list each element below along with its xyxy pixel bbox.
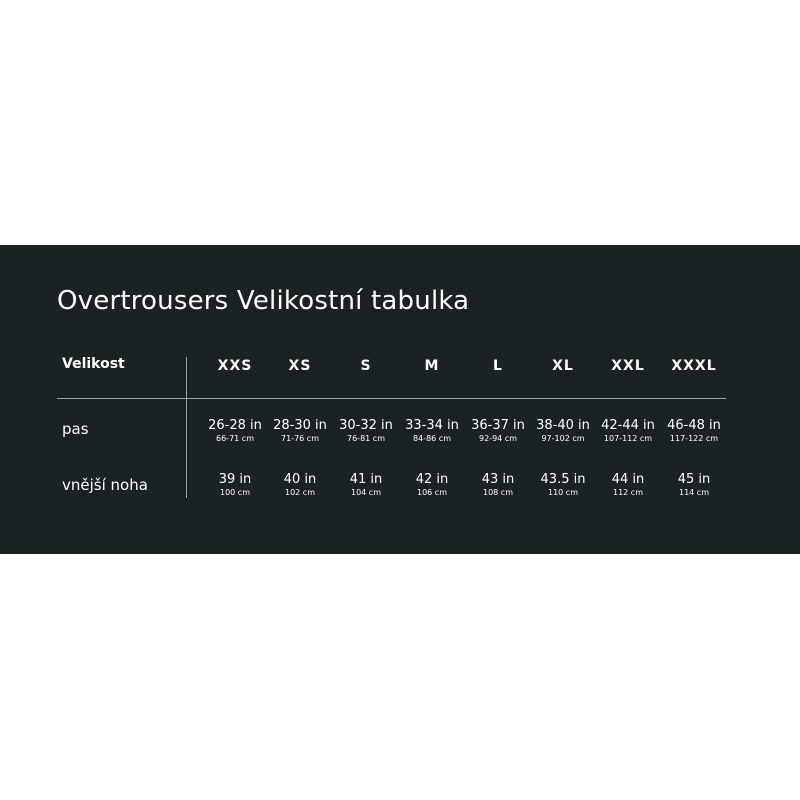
- cell-centimeters: 84-86 cm: [413, 434, 451, 443]
- table-cell: [660, 472, 728, 498]
- table-cell: [594, 472, 662, 498]
- cell-centimeters: 108 cm: [482, 488, 513, 497]
- table-cell: [201, 418, 269, 444]
- cell-inches: 41 in: [349, 472, 383, 487]
- cell-inches: 38-40 in: [536, 418, 590, 433]
- cell-centimeters: 110 cm: [547, 488, 578, 497]
- cell-centimeters: 114 cm: [678, 488, 709, 497]
- table-cell: [398, 472, 466, 498]
- size-header-m: M: [424, 358, 440, 374]
- table-cell: [332, 418, 400, 444]
- cell-centimeters: 112 cm: [612, 488, 643, 497]
- table-cell: [529, 472, 597, 498]
- table-cell: [660, 418, 728, 444]
- cell-inches: 42-44 in: [601, 418, 655, 433]
- cell-inches: 28-30 in: [273, 418, 327, 433]
- table-cell: [266, 418, 334, 444]
- cell-inches: 43 in: [481, 472, 515, 487]
- page-title: Overtrousers Velikostní tabulka: [57, 286, 470, 316]
- table-cell: [529, 418, 597, 444]
- cell-centimeters: 106 cm: [416, 488, 447, 497]
- cell-inches: 40 in: [283, 472, 317, 487]
- cell-centimeters: 66-71 cm: [216, 434, 254, 443]
- cell-centimeters: 107-112 cm: [603, 434, 653, 443]
- cell-inches: 30-32 in: [339, 418, 393, 433]
- horizontal-divider: [57, 398, 726, 399]
- cell-inches: 43.5 in: [540, 472, 586, 487]
- cell-inches: 33-34 in: [405, 418, 459, 433]
- cell-inches: 39 in: [218, 472, 252, 487]
- cell-centimeters: 104 cm: [350, 488, 381, 497]
- table-cell: [398, 418, 466, 444]
- cell-centimeters: 71-76 cm: [281, 434, 319, 443]
- vertical-divider: [186, 357, 187, 498]
- cell-inches: 26-28 in: [208, 418, 262, 433]
- cell-inches: 44 in: [611, 472, 645, 487]
- size-header-s: S: [360, 358, 372, 374]
- size-header-xxl: XXL: [611, 358, 645, 374]
- size-header-xxs: XXS: [217, 358, 253, 374]
- table-cell: [201, 472, 269, 498]
- cell-centimeters: 92-94 cm: [479, 434, 517, 443]
- size-header-xxxl: XXXL: [671, 358, 717, 374]
- cell-inches: 42 in: [415, 472, 449, 487]
- cell-inches: 46-48 in: [667, 418, 721, 433]
- table-cell: [464, 418, 532, 444]
- cell-inches: 36-37 in: [471, 418, 525, 433]
- cell-centimeters: 97-102 cm: [541, 434, 585, 443]
- table-cell: [266, 472, 334, 498]
- size-header-l: L: [493, 358, 503, 374]
- table-cell: [594, 418, 662, 444]
- size-header-xl: XL: [552, 358, 574, 374]
- cell-inches: 45 in: [677, 472, 711, 487]
- size-header-xs: XS: [288, 358, 312, 374]
- table-cell: [332, 472, 400, 498]
- row-label-outer-leg: vnější noha: [62, 476, 148, 494]
- row-label-waist: pas: [62, 420, 89, 438]
- cell-centimeters: 76-81 cm: [347, 434, 385, 443]
- cell-centimeters: 117-122 cm: [669, 434, 719, 443]
- header-label: Velikost: [62, 356, 125, 372]
- table-cell: [464, 472, 532, 498]
- cell-centimeters: 102 cm: [284, 488, 315, 497]
- cell-centimeters: 100 cm: [219, 488, 250, 497]
